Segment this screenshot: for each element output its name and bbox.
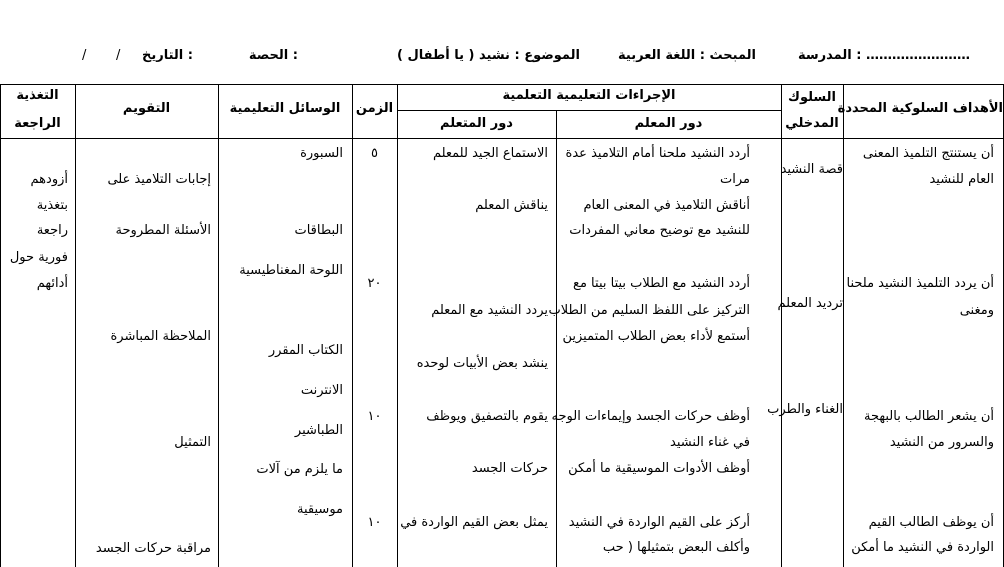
teacher-role-line: أوظف حركات الجسد وإيماءات الوجه [551,409,750,424]
learner-role-line: يقوم بالتصفيق ويوظف [426,409,548,424]
learner-role-line: الاستماع الجيد للمعلم [432,146,548,161]
objective-line: والسرور من النشيد [889,435,994,450]
teaching-aid: الكتاب المقرر [268,343,343,358]
teacher-role-line: أردد النشيد مع الطلاب بيتا بيتا مع [573,276,750,291]
objective-line: أن يستنتج التلميذ المعنى [862,146,994,161]
evaluation-item: التمثيل [174,435,211,450]
teaching-aid: البطاقات [294,223,343,238]
col-divider [843,84,844,567]
header-feedback-line2: الراجعة [14,116,61,131]
feedback-line: أدائهم [36,276,68,291]
feedback-line: أزودهم [30,172,68,187]
header-learner-role: دور المتعلم [440,116,513,131]
col-divider [218,84,219,567]
evaluation-item: إجابات التلاميذ على [107,172,211,187]
time-value: ٥ [371,146,378,161]
feedback-line: فورية حول [9,250,68,265]
teaching-aid: الطباشير [294,423,343,438]
teacher-role-line: للنشيد مع توضيح معاني المفردات [569,223,750,238]
time-value: ١٠ [367,409,382,424]
date-separator-1: / [116,48,121,63]
subject-field: المبحث : اللغة العربية [618,48,756,63]
teacher-role-line: أوظف الأدوات الموسيقية ما أمكن [568,461,750,476]
evaluation-item: مراقبة حركات الجسد [95,541,211,556]
table-top-border [0,84,1004,85]
teacher-role-line: أناقش التلاميذ في المعنى العام [583,198,750,213]
learner-role-line: ينشد بعض الأبيات لوحده [416,356,548,371]
col-divider [397,84,398,567]
learner-role-line: يردد النشيد مع المعلم [431,303,548,318]
feedback-line: راجعة [36,223,68,238]
date-separator-2: / [82,48,87,63]
header-entry-line2: المدخلي [785,116,839,131]
objective-line: الواردة في النشيد ما أمكن [851,540,994,555]
learner-role-line: يمثل بعض القيم الواردة في [400,515,548,530]
teaching-aid: اللوحة المغناطيسية [239,263,343,278]
date-field: التاريخ : [142,48,193,63]
teacher-role-line: في غناء النشيد [670,435,750,450]
header-bottom-border [0,138,1004,139]
teacher-role-line: التركيز على اللفظ السليم من الطلاب [548,303,750,318]
teaching-aid: السبورة [300,146,343,161]
objective-line: أن يشعر الطالب بالبهجة [864,409,994,424]
period-field: الحصة : [248,48,298,63]
header-evaluation: التقويم [122,101,171,116]
entry-behaviour: قصة النشيد [780,162,843,177]
time-value: ٢٠ [367,276,382,291]
teaching-aid: الانترنت [300,383,343,398]
teacher-role-line: مرات [720,172,750,187]
evaluation-item: الملاحظة المباشرة [110,329,211,344]
teacher-role-line: أردد النشيد ملحنا أمام التلاميذ عدة [565,146,750,161]
header-feedback-line1: التغذية [16,88,59,103]
entry-behaviour: ترديد المعلم [777,296,843,311]
procedures-divider [397,110,781,111]
col-divider [781,84,782,567]
time-value: ١٠ [367,515,382,530]
header-aids: الوسائل التعليمية [229,101,341,116]
learner-role-line: يناقش المعلم [475,198,548,213]
header-objectives: الأهداف السلوكية المحددة [837,101,1003,116]
objective-line: العام للنشيد [929,172,994,187]
evaluation-item: الأسئلة المطروحة [115,223,211,238]
topic-field: الموضوع : نشيد ( يا أطفال ) [397,48,580,63]
teaching-aid: موسيقية [297,502,343,517]
header-teacher-role: دور المعلم [634,116,703,131]
learner-role-line: حركات الجسد [471,461,548,476]
header-entry-line1: السلوك [788,90,836,105]
header-procedures: الإجراءات التعليمية التعلمية [502,88,676,103]
teacher-role-line: أستمع لأداء بعض الطلاب المتميزين [562,329,750,344]
col-divider [556,110,557,567]
teaching-aid: ما يلزم من آلات [256,462,343,477]
entry-behaviour: الغناء والطرب [767,402,843,417]
teacher-role-line: أركز على القيم الواردة في النشيد [568,515,750,530]
school-field: المدرسة : …………………… [798,48,970,63]
header-time: الزمن [355,101,394,116]
teacher-role-line: وأكلف البعض بتمثيلها ( حب [602,540,750,555]
table-border-left [0,84,1,567]
objective-line: ومغنى [959,303,994,318]
feedback-line: بتغذية [36,198,68,213]
col-divider [75,84,76,567]
objective-line: أن يوظف الطالب القيم [868,515,994,530]
objective-line: أن يردد التلميذ النشيد ملحنا [846,276,994,291]
